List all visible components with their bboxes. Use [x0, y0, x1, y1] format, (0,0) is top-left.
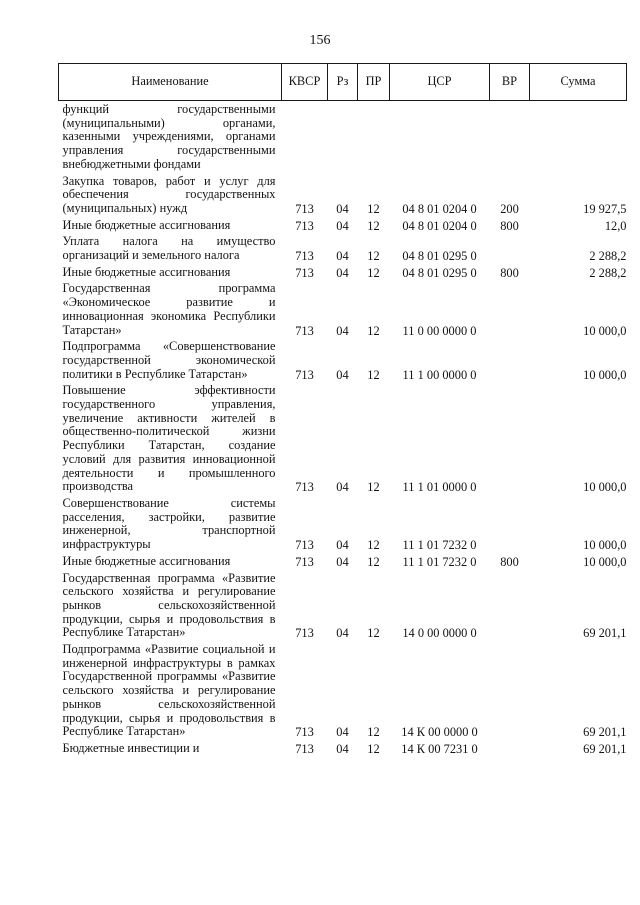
row-csr: 11 1 00 0000 0 — [402, 367, 477, 382]
row-pr: 12 — [367, 554, 380, 569]
table-row — [59, 280, 627, 338]
row-csr: 04 8 01 0295 0 — [402, 265, 477, 280]
row-csr: 04 8 01 0295 0 — [402, 249, 477, 264]
row-kvsr: 713 — [295, 201, 314, 216]
col-header-name: Наименование — [59, 64, 282, 101]
row-rz: 04 — [336, 725, 349, 740]
row-pr: 12 — [367, 626, 380, 641]
row-pr: 12 — [367, 218, 380, 233]
row-vr — [490, 280, 530, 338]
row-rz: 04 — [336, 323, 349, 338]
table-row — [59, 553, 627, 570]
row-sum: 10 000,0 — [583, 323, 627, 338]
row-pr: 12 — [367, 249, 380, 264]
table-header-row — [59, 64, 627, 101]
row-kvsr: 713 — [295, 538, 314, 553]
row-sum: 10 000,0 — [583, 480, 627, 495]
row-vr: 800 — [500, 554, 519, 569]
row-name: Государственная программа «Экономическое развитие и инновационная экономика Республики Татарстан» — [62, 281, 276, 337]
row-vr — [490, 233, 530, 263]
row-sum: 2 288,2 — [589, 265, 627, 280]
row-kvsr: 713 — [295, 265, 314, 280]
row-csr: 04 8 01 0204 0 — [402, 201, 477, 216]
row-kvsr: 713 — [295, 249, 314, 264]
row-pr: 12 — [367, 741, 380, 756]
row-csr: 11 0 00 0000 0 — [402, 323, 477, 338]
row-csr — [390, 101, 490, 173]
row-vr — [490, 382, 530, 495]
row-name: Государственная программа «Развитие сельского хозяйства и регулирование рынков сельскохозяйственной продукции, сырья и продовольствия в Республике Татарстан» — [62, 570, 276, 640]
row-sum: 69 201,1 — [583, 725, 627, 740]
table-row — [59, 173, 627, 217]
row-rz: 04 — [336, 480, 349, 495]
row-pr: 12 — [367, 323, 380, 338]
row-pr: 12 — [367, 265, 380, 280]
row-pr: 12 — [367, 201, 380, 216]
table-row — [59, 570, 627, 642]
row-csr: 11 1 01 7232 0 — [402, 554, 477, 569]
row-sum: 19 927,5 — [583, 201, 627, 216]
table-row — [59, 740, 627, 757]
row-vr — [490, 570, 530, 642]
row-sum: 10 000,0 — [583, 367, 627, 382]
row-vr: 800 — [500, 218, 519, 233]
col-header-csr: ЦСР — [390, 64, 490, 101]
row-name: функций государственными (муниципальными) органами, казенными учреждениями, органами управления государственными внебюджетными фондами — [62, 102, 276, 171]
row-kvsr: 713 — [295, 323, 314, 338]
row-pr — [358, 101, 390, 173]
row-pr: 12 — [367, 725, 380, 740]
row-kvsr — [282, 101, 328, 173]
row-csr: 11 1 01 0000 0 — [402, 480, 477, 495]
row-rz: 04 — [336, 367, 349, 382]
row-sum: 10 000,0 — [583, 538, 627, 553]
table-row — [59, 101, 627, 173]
row-name: Подпрограмма «Развитие социальной и инженерной инфраструктуры в рамках Государственной программы «Развитие сельского хозяйства и регулирование рынков сельскохозяйственной продукции, сырья и продовольствия в Республике Татарстан» — [62, 642, 276, 739]
row-name: Совершенствование системы расселения, застройки, развитие инженерной, транспортной инфраструктуры — [62, 495, 276, 552]
row-vr: 800 — [500, 265, 519, 280]
row-name: Повышение эффективности государственного управления, увеличение активности жителей в общественно-политической жизни Республики Татарстан, создание условий для развития инновационной деятельности и промышленного производства — [62, 383, 276, 494]
row-sum: 69 201,1 — [583, 626, 627, 641]
table-row — [59, 233, 627, 263]
row-csr: 04 8 01 0204 0 — [402, 218, 477, 233]
table-row — [59, 338, 627, 382]
row-sum — [530, 101, 627, 173]
row-csr: 11 1 01 7232 0 — [402, 538, 477, 553]
row-sum: 10 000,0 — [583, 554, 627, 569]
row-pr: 12 — [367, 480, 380, 495]
row-rz: 04 — [336, 741, 349, 756]
row-vr — [490, 101, 530, 173]
row-vr — [490, 641, 530, 740]
row-kvsr: 713 — [295, 367, 314, 382]
row-vr — [490, 495, 530, 553]
col-header-kvsr: КВСР — [282, 64, 328, 101]
table-row — [59, 264, 627, 281]
row-rz: 04 — [336, 554, 349, 569]
row-name: Иные бюджетные ассигнования — [62, 264, 231, 279]
table-row — [59, 495, 627, 553]
row-kvsr: 713 — [295, 725, 314, 740]
row-name: Уплата налога на имущество организаций и земельного налога — [62, 234, 276, 263]
row-rz: 04 — [336, 265, 349, 280]
row-csr: 14 0 00 0000 0 — [402, 626, 477, 641]
row-kvsr: 713 — [295, 218, 314, 233]
row-rz: 04 — [336, 538, 349, 553]
budget-table — [58, 63, 627, 757]
row-name: Иные бюджетные ассигнования — [62, 553, 231, 568]
row-rz: 04 — [336, 201, 349, 216]
row-kvsr: 713 — [295, 480, 314, 495]
page-number: 156 — [309, 33, 331, 48]
row-rz — [328, 101, 358, 173]
row-rz: 04 — [336, 249, 349, 264]
row-csr: 14 К 00 0000 0 — [401, 725, 478, 740]
row-name: Бюджетные инвестиции и — [62, 740, 200, 755]
row-csr: 14 К 00 7231 0 — [401, 741, 478, 756]
table-row — [59, 382, 627, 495]
row-sum: 12,0 — [604, 218, 627, 233]
row-vr — [490, 338, 530, 382]
table-row — [59, 641, 627, 740]
row-kvsr: 713 — [295, 626, 314, 641]
row-name: Закупка товаров, работ и услуг для обеспечения государственных (муниципальных) нужд — [62, 173, 276, 215]
row-name: Подпрограмма «Совершенствование государственной экономической политики в Республике Татарстан» — [62, 339, 276, 381]
table-row — [59, 217, 627, 234]
row-vr — [490, 740, 530, 757]
row-rz: 04 — [336, 218, 349, 233]
row-sum: 2 288,2 — [589, 249, 627, 264]
row-kvsr: 713 — [295, 554, 314, 569]
row-name: Иные бюджетные ассигнования — [62, 217, 231, 232]
row-pr: 12 — [367, 367, 380, 382]
col-header-pr: ПР — [358, 64, 390, 101]
row-sum: 69 201,1 — [583, 741, 627, 756]
row-vr: 200 — [500, 201, 519, 216]
col-header-sum: Сумма — [530, 64, 627, 101]
col-header-rz: Рз — [328, 64, 358, 101]
row-kvsr: 713 — [295, 741, 314, 756]
row-pr: 12 — [367, 538, 380, 553]
row-rz: 04 — [336, 626, 349, 641]
col-header-vr: ВР — [490, 64, 530, 101]
